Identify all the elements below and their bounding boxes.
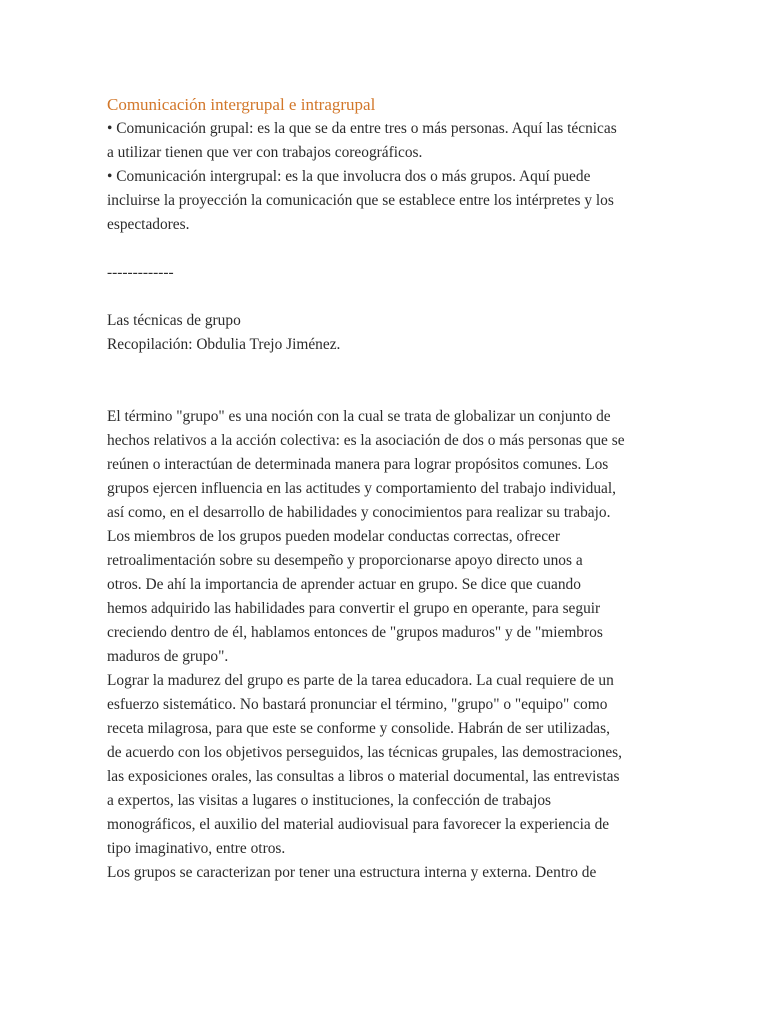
body-line: de acuerdo con los objetivos perseguidos, las técnicas grupales, las demostraciones, bbox=[107, 744, 623, 761]
body-line: hemos adquirido las habilidades para convertir el grupo en operante, para seguir bbox=[107, 600, 601, 617]
body-line: a expertos, las visitas a lugares o instituciones, la confección de trabajos bbox=[107, 792, 552, 809]
body-line: tipo imaginativo, entre otros. bbox=[107, 840, 286, 857]
heading-section bbox=[107, 309, 667, 357]
body-line: las exposiciones orales, las consultas a libros o material documental, las entrevistas bbox=[107, 768, 620, 785]
spacer bbox=[107, 357, 667, 405]
body-line: receta milagrosa, para que este se conforme y consolide. Habrán de ser utilizadas, bbox=[107, 720, 610, 737]
body-line: Los grupos se caracterizan por tener una estructura interna y externa. Dentro de bbox=[107, 864, 597, 881]
intro-line: espectadores. bbox=[107, 216, 190, 233]
body-line: monográficos, el auxilio del material audiovisual para favorecer la experiencia de bbox=[107, 816, 610, 833]
body-line: Lograr la madurez del grupo es parte de la tarea educadora. La cual requiere de un bbox=[107, 672, 614, 689]
section-separator: ------------- bbox=[107, 264, 174, 281]
document-title: Comunicación intergrupal e intragrupal bbox=[107, 95, 376, 114]
body-line: Los miembros de los grupos pueden modelar conductas correctas, ofrecer bbox=[107, 528, 561, 545]
section-heading: Las técnicas de grupo bbox=[107, 312, 241, 329]
intro-line: • Comunicación intergrupal: es la que involucra dos o más grupos. Aquí puede bbox=[107, 168, 591, 185]
body-text bbox=[107, 405, 667, 885]
body-line: grupos ejercen influencia en las actitudes y comportamiento del trabajo individual, bbox=[107, 480, 617, 497]
document-content bbox=[107, 93, 667, 885]
body-line: creciendo dentro de él, hablamos entonces de "grupos maduros" y de "miembros bbox=[107, 624, 603, 641]
spacer bbox=[107, 237, 667, 261]
body-line: El término "grupo" es una noción con la cual se trata de globalizar un conjunto de bbox=[107, 408, 611, 425]
body-line: reúnen o interactúan de determinada manera para lograr propósitos comunes. Los bbox=[107, 456, 609, 473]
intro-line: a utilizar tienen que ver con trabajos coreográficos. bbox=[107, 144, 423, 161]
body-line: así como, en el desarrollo de habilidades y conocimientos para realizar su trabajo. bbox=[107, 504, 611, 521]
intro-section bbox=[107, 117, 667, 237]
author-credit: Recopilación: Obdulia Trejo Jiménez. bbox=[107, 336, 341, 353]
body-line: hechos relativos a la acción colectiva: es la asociación de dos o más personas que se bbox=[107, 432, 625, 449]
spacer bbox=[107, 285, 667, 309]
body-line: esfuerzo sistemático. No bastará pronunciar el término, "grupo" o "equipo" como bbox=[107, 696, 608, 713]
body-line: maduros de grupo". bbox=[107, 648, 229, 665]
intro-line: incluirse la proyección la comunicación que se establece entre los intérpretes y los bbox=[107, 192, 614, 209]
intro-line: • Comunicación grupal: es la que se da entre tres o más personas. Aquí las técnicas bbox=[107, 120, 617, 137]
body-line: retroalimentación sobre su desempeño y proporcionarse apoyo directo unos a bbox=[107, 552, 583, 569]
body-line: otros. De ahí la importancia de aprender actuar en grupo. Se dice que cuando bbox=[107, 576, 581, 593]
